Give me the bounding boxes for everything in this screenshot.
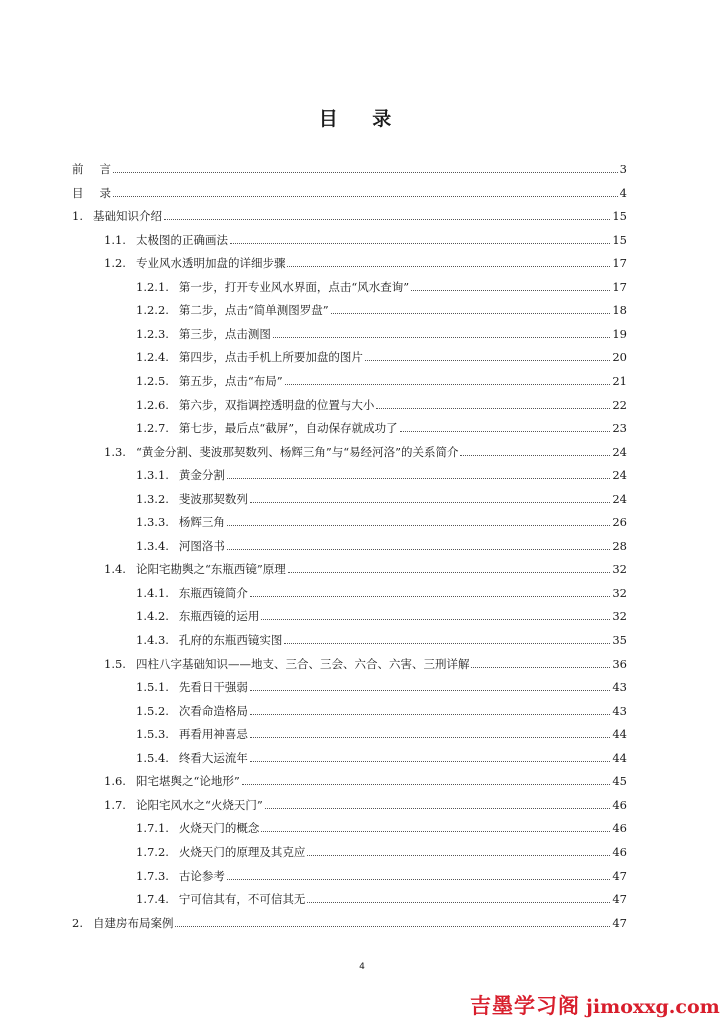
toc-entry-number: 1.7.1. [136,821,169,836]
toc-entry[interactable] [136,674,627,694]
toc-entry-title: 第二步，点击“简单测图罗盘” [178,303,329,318]
toc-entry-title: 论阳宅勘舆之“东瓶西镜”原理 [135,562,286,577]
toc-leader-dots [250,690,610,691]
toc-entry-page: 21 [612,373,627,388]
toc-entry-page: 22 [612,397,627,412]
toc-entry-page: 32 [612,609,627,624]
toc-entry-title: 四柱八字基础知识——地支、三合、三会、六合、六害、三刑详解 [135,656,470,671]
toc-entry-title: 河图洛书 [178,538,225,553]
toc-entry-title: 自建房布局案例 [92,915,174,930]
toc-leader-dots [250,596,610,597]
toc-entry-title: “黄金分割、斐波那契数列、杨辉三角”与“易经河洛”的关系简介 [135,444,459,459]
toc-entry-title: 第三步，点击测图 [178,326,271,341]
toc-entry-title: 专业风水透明加盘的详细步骤 [135,256,286,271]
toc-leader-dots [227,525,610,526]
toc-entry[interactable] [136,533,627,553]
toc-entry-page: 36 [612,656,627,671]
toc-entry-page: 17 [612,279,627,294]
toc-entry-title: 阳宅堪舆之“论地形” [135,774,240,789]
toc-entry-number: 1.6. [104,774,126,789]
toc-entry-title: 次看命造格局 [178,703,248,718]
toc-entry-page: 32 [612,562,627,577]
toc-entry-page: 4 [619,185,627,200]
toc-entry-number: 1.4.1. [136,585,169,600]
toc-leader-dots [460,455,610,456]
toc-entry-title: 第四步，点击手机上所要加盘的图片 [178,350,363,365]
toc-leader-dots [175,926,610,927]
toc-entry-title: 再看用神喜忌 [178,727,248,742]
page-number: 4 [359,962,365,972]
toc-entry-page: 35 [612,633,627,647]
toc-leader-dots [400,431,611,432]
toc-entry-page: 43 [612,680,627,695]
toc-entry[interactable] [136,627,627,647]
toc-entry-page: 3 [619,162,627,176]
toc-entry[interactable] [136,344,627,364]
toc-leader-dots [250,737,610,738]
toc-entry-title: 斐波那契数列 [178,491,248,506]
toc-entry-title: 第五步，点击“布局” [178,373,283,388]
toc-entry-number: 2. [72,915,83,930]
toc-leader-dots [287,266,610,267]
toc-entry-number: 1.7.2. [136,844,169,859]
toc-entry-number: 1.2.5. [136,373,169,388]
toc-leader-dots [261,831,610,832]
toc-entry-page: 46 [612,797,627,812]
toc-entry-number: 1.7. [104,797,126,812]
toc-entry[interactable] [104,250,627,270]
toc-entry-page: 17 [612,256,627,271]
toc-entry[interactable] [104,227,627,247]
toc-entry-title: 火烧天门的概念 [178,821,260,836]
toc-leader-dots [227,549,610,550]
toc-entry[interactable] [72,203,627,223]
watermark-logo [470,990,720,1020]
toc-entry[interactable] [136,839,627,859]
toc-leader-dots [250,714,610,715]
toc-leader-dots [307,855,610,856]
toc-entry-number: 1.2.1. [136,279,169,294]
toc-entry-page: 15 [612,232,627,247]
toc-entry-page: 15 [612,209,627,224]
toc-entry-page: 43 [612,703,627,718]
toc-entry-number: 1.5. [104,656,126,671]
toc-entry[interactable] [136,698,627,718]
toc-entry[interactable] [104,768,627,788]
toc-entry-page: 24 [612,444,627,459]
toc-entry-page: 18 [612,303,627,318]
toc-entry-page: 20 [612,350,627,365]
toc-entry[interactable] [136,462,627,482]
toc-entry-page: 23 [612,421,627,436]
toc-entry-number: 1.3.3. [136,515,169,530]
toc-entry-title: 黄金分割 [178,468,225,483]
toc-entry[interactable] [136,815,627,835]
toc-leader-dots [288,572,611,573]
toc-entry-number: 1.4.3. [136,633,169,647]
toc-leader-dots [227,478,610,479]
toc-entry-title: 终看大运流年 [178,750,248,765]
toc-entry[interactable] [136,368,627,388]
toc-entry-title: 第六步，双指调控透明盘的位置与大小 [178,397,375,412]
toc-leader-dots [250,761,610,762]
toc-entry-page: 32 [612,585,627,600]
toc-entry[interactable] [136,415,627,435]
toc-entry[interactable] [136,580,627,600]
toc-leader-dots [113,172,618,173]
toc-entry[interactable] [136,392,627,412]
toc-leader-dots [250,502,610,503]
toc-leader-dots [242,784,611,785]
toc-entry-title: 宁可信其有，不可信其无 [178,892,306,907]
toc-leader-dots [284,643,610,644]
toc-entry-page: 45 [612,774,627,789]
toc-entry[interactable] [136,603,627,623]
toc-entry[interactable] [104,792,627,812]
toc-leader-dots [227,879,610,880]
toc-entry[interactable] [136,509,627,529]
toc-entry-number: 1.2.2. [136,303,169,318]
toc-leader-dots [230,243,610,244]
toc-entry-page: 46 [612,844,627,859]
toc-entry-title: 言 [99,162,111,176]
toc-entry-number: 1.5.1. [136,680,169,695]
toc-leader-dots [471,667,610,668]
toc-entry[interactable] [104,439,627,459]
toc-entry-title: 东瓶西镜的运用 [178,609,260,624]
toc-entry-number: 1.5.3. [136,727,169,742]
toc-entry-page: 47 [612,868,627,883]
toc-entry-number: 1.2.7. [136,421,169,436]
toc-leader-dots [265,808,611,809]
toc-leader-dots [164,219,610,220]
toc-entry-number: 1.7.4. [136,892,169,907]
toc-entry-number: 1.2. [104,256,126,271]
watermark-cn: 吉墨学习阁 [470,994,580,1018]
toc-entry-page: 28 [612,538,627,553]
toc-entry-page: 24 [612,468,627,483]
toc-entry[interactable] [136,886,627,906]
toc-entry-number: 1.3. [104,444,126,459]
toc-entry[interactable] [72,180,627,200]
toc-entry-page: 46 [612,821,627,836]
toc-entry-title: 第一步，打开专业风水界面，点击“风水查询” [178,279,410,294]
toc-leader-dots [113,196,618,197]
toc-leader-dots [307,902,610,903]
toc-entry[interactable] [136,321,627,341]
toc-entry-number: 1.5.2. [136,703,169,718]
toc-entry-title: 论阳宅风水之“火烧天门” [135,797,263,812]
toc-entry[interactable] [136,274,627,294]
toc-entry-number: 1.1. [104,232,126,247]
toc-entry-number: 1.2.4. [136,350,169,365]
toc-entry-title: 杨辉三角 [178,515,225,530]
toc-entry-number: 1.2.3. [136,326,169,341]
toc-entry[interactable] [104,556,627,576]
toc-entry-number: 1.4. [104,562,126,577]
toc-entry[interactable] [72,156,627,176]
toc-entry-number: 1.3.2. [136,491,169,506]
toc-entry-number: 前 [72,162,84,176]
toc-entry-number: 1.2.6. [136,397,169,412]
toc-entry-page: 44 [612,750,627,765]
toc-entry[interactable] [136,297,627,317]
toc-entry-title: 基础知识介绍 [92,209,162,224]
toc-leader-dots [261,619,610,620]
toc-entry[interactable] [136,721,627,741]
toc-entry-page: 47 [612,892,627,907]
toc-entry-title: 古论参考 [178,868,225,883]
toc-entry-page: 24 [612,491,627,506]
toc-entry-title: 火烧天门的原理及其克应 [178,844,306,859]
toc-entry-number: 1.7.3. [136,868,169,883]
toc-entry-title: 太极图的正确画法 [135,232,228,247]
toc-entry[interactable] [136,486,627,506]
toc-entry-number: 1.5.4. [136,750,169,765]
toc-entry[interactable] [136,863,627,883]
toc-entry-page: 47 [612,915,627,930]
toc-leader-dots [411,290,610,291]
toc-entry-title: 录 [99,185,111,200]
toc-entry[interactable] [104,651,627,671]
toc-entry-page: 44 [612,727,627,742]
toc-entry-number: 1.3.4. [136,538,169,553]
toc-entry[interactable] [72,910,627,930]
toc-leader-dots [331,313,611,314]
toc-entry-title: 孔府的东瓶西镜实图 [178,633,283,647]
toc-entry-title: 东瓶西镜简介 [178,585,248,600]
toc-leader-dots [365,360,610,361]
toc-entry-number: 1. [72,209,83,224]
toc-entry-number: 1.3.1. [136,468,169,483]
toc-entry[interactable] [136,745,627,765]
toc-entry-page: 26 [612,515,627,530]
page-title: 目 录 [318,108,406,130]
toc-entry-title: 先看日干强弱 [178,680,248,695]
toc-entry-number: 1.4.2. [136,609,169,624]
toc-entry-number: 目 [72,185,84,200]
toc-leader-dots [285,384,611,385]
watermark-en: jimoxxg.com [586,996,720,1018]
toc-entry-title: 第七步，最后点“截屏”，自动保存就成功了 [178,421,398,436]
toc-leader-dots [376,408,610,409]
toc-entry-page: 19 [612,326,627,341]
toc-leader-dots [273,337,610,338]
